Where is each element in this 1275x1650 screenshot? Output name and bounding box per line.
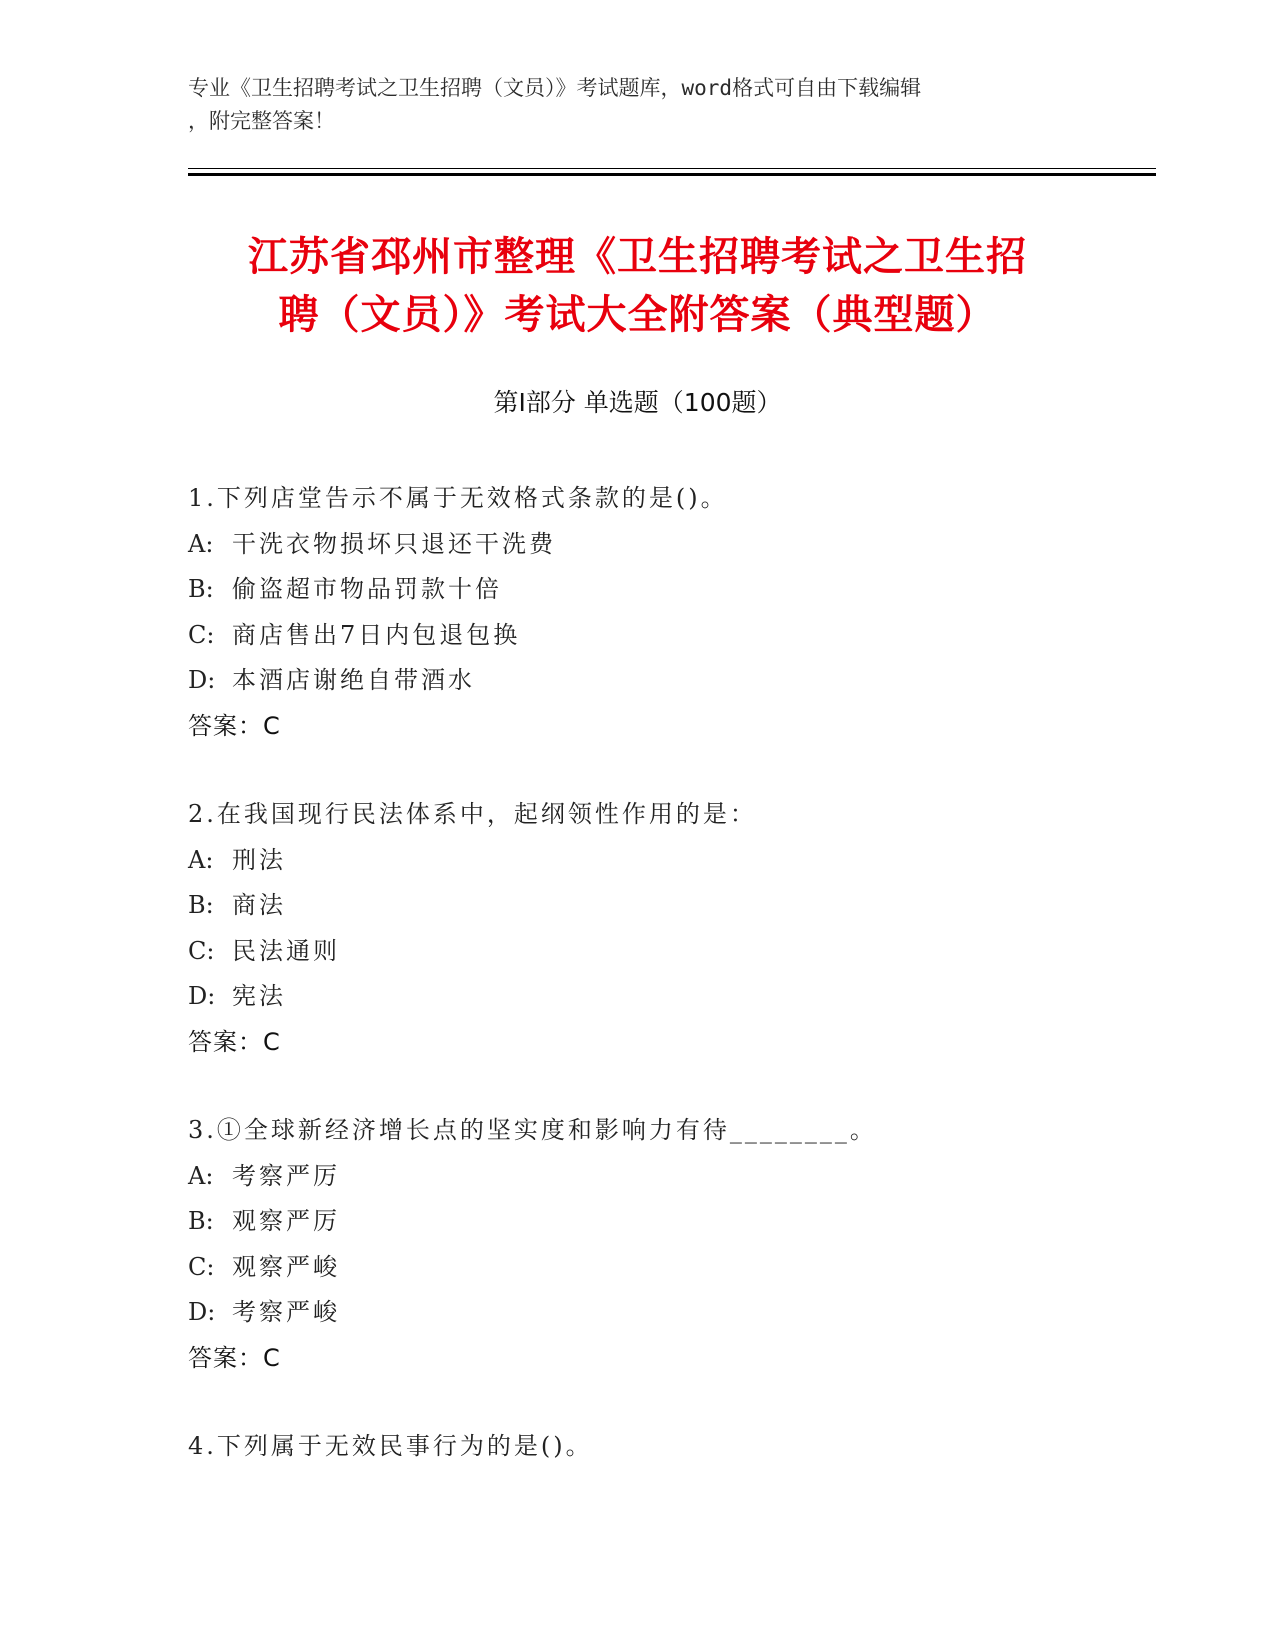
question-1 [188,476,1148,749]
question-3 [188,1108,1148,1381]
question-stem: 1.下列店堂告示不属于无效格式条款的是()。 [188,484,728,512]
document-title-line-1: 江苏省邳州市整理《卫生招聘考试之卫生招 [248,234,1027,280]
option-key: C: [188,620,215,649]
header-note [188,72,1088,138]
document-title-line-2: 聘（文员）》考试大全附答案（典型题） [278,292,997,338]
question-stem: 2.在我国现行民法体系中，起纲领性作用的是： [188,800,757,828]
option-d [188,1290,1148,1336]
option-c [188,929,1148,975]
option-text: 干洗衣物损坏只退还干洗费 [232,529,556,558]
option-d [188,974,1148,1020]
option-key: B: [188,891,214,919]
option-text: 商法 [232,891,286,919]
option-text: 考察严峻 [232,1298,340,1326]
option-text: 商店售出7日内包退包换 [232,620,521,649]
question-stem: 3.①全球新经济增长点的坚实度和影响力有待________。 [188,1116,877,1144]
answer-line: 答案：C [188,1343,281,1372]
question-stem: 4.下列属于无效民事行为的是()。 [188,1432,593,1460]
option-b [188,567,1148,613]
header-divider-thin [188,168,1156,169]
option-text: 偷盗超市物品罚款十倍 [232,575,502,603]
option-key: C: [188,1252,215,1281]
option-text: 考察严厉 [232,1161,340,1190]
option-text: 本酒店谢绝自带酒水 [232,666,475,694]
header-divider-thick [188,173,1156,176]
option-key: B: [188,1207,214,1235]
option-key: A: [188,845,214,874]
option-c [188,1245,1148,1291]
option-b [188,883,1148,929]
option-key: D: [188,1298,216,1326]
option-key: C: [188,936,215,965]
option-key: D: [188,666,216,694]
option-key: D: [188,982,216,1010]
option-a [188,1154,1148,1200]
option-text: 宪法 [232,982,286,1010]
option-key: A: [188,1161,214,1190]
header-note-line-1: 专业《卫生招聘考试之卫生招聘（文员）》考试题库，word格式可自由下载编辑 [188,76,922,100]
question-2 [188,792,1148,1065]
option-key: A: [188,529,214,558]
question-4 [188,1424,1148,1470]
header-note-line-2: ，附完整答案！ [188,109,335,133]
option-key: B: [188,575,214,603]
option-text: 民法通则 [232,936,340,965]
section-title: 第Ⅰ部分 单选题（100题） [493,388,782,417]
option-text: 观察严峻 [232,1252,340,1281]
question-list [188,476,1148,1513]
option-a [188,838,1148,884]
option-c [188,613,1148,659]
answer-line: 答案：C [188,1027,281,1056]
option-b [188,1199,1148,1245]
document-title [150,228,1125,344]
option-text: 观察严厉 [232,1207,340,1235]
option-text: 刑法 [232,845,286,874]
option-a [188,522,1148,568]
answer-line: 答案：C [188,711,281,740]
option-d [188,658,1148,704]
